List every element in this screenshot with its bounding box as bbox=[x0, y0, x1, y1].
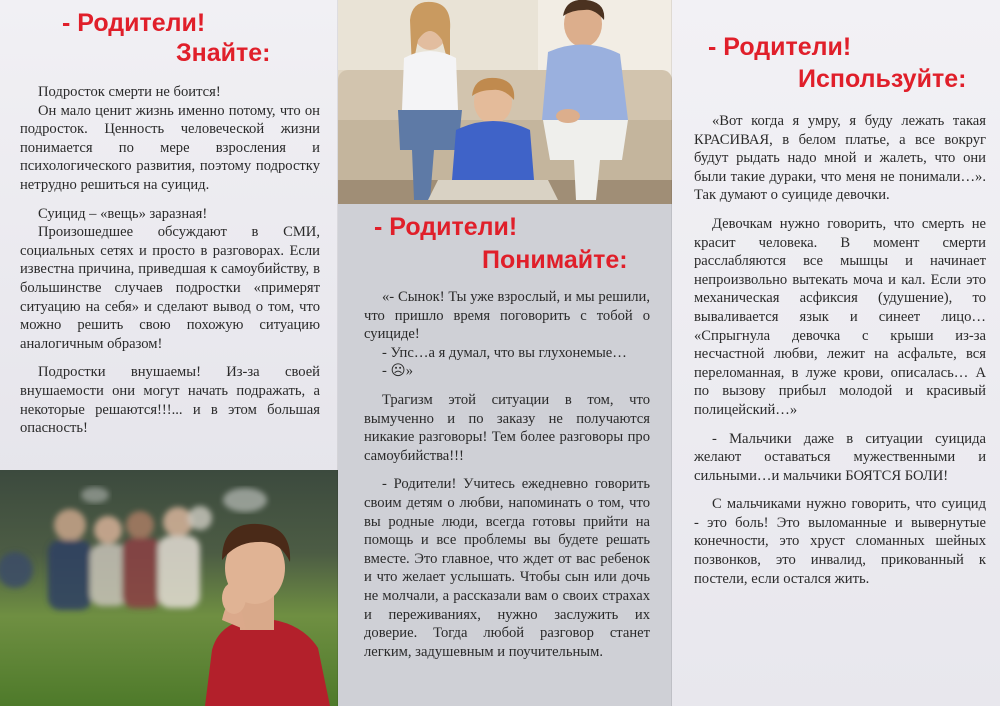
left-para-3: Суицид – «вещь» заразная! bbox=[38, 205, 208, 222]
right-heading-line1: - Родители! bbox=[708, 33, 852, 61]
right-para-3: - Мальчики даже в ситуации суицида желают оставаться мужественными и сильными…и мальчики БОЯТСЯ БОЛИ! bbox=[694, 430, 986, 484]
middle-dialogue-1: «- Сынок! Ты уже взрослый, и мы решили, что пришло время поговорить с тобой о суициде! bbox=[364, 289, 650, 343]
middle-text bbox=[364, 288, 650, 671]
left-para-4: Произошедшее обсуждают в СМИ, социальных сетях и просто в разговорах. Если известна причина, приведшая к самоубийству, в большинстве случаев подростки «примерят ситуацию на себя» и сделают вывод о том, что можно решить свою похожую ситуацию аналогичным образом! bbox=[20, 224, 320, 352]
middle-para-1: Трагизм этой ситуации в том, что вымученно и по заказу не получаются никакие разговоры! Тем более разговоры про самоубийства!!! bbox=[364, 391, 650, 464]
left-heading-line1: - Родители! bbox=[62, 9, 206, 37]
right-text bbox=[694, 112, 986, 598]
middle-heading-line2: Понимайте: bbox=[482, 246, 628, 274]
right-heading-line2: Используйте: bbox=[798, 65, 967, 93]
left-para-2: Он мало ценит жизнь именно потому, что он подросток. Ценность человеческой жизни понимается по мере взросления и психологического развития, поэтому подростку нетрудно решиться на суицид. bbox=[20, 102, 320, 193]
photo-sad-teen bbox=[0, 470, 338, 706]
right-para-2: Девочкам нужно говорить, что смерть не красит человека. В момент смерти расслабляются все мышцы и начинает непроизвольно вытекать моча и кал. Если это механическая асфиксия (удушение), то вываливается язык и синеет лицо… «Спрыгнула девочка с крыши из-за несчастной любви, лежит на асфальте, вся переломанная, в луже крови, описалась… А по вызову прибыл молодой и красивый полицейский…» bbox=[694, 215, 986, 418]
middle-heading-line1: - Родители! bbox=[374, 213, 518, 241]
left-text bbox=[20, 83, 320, 448]
right-para-4: С мальчиками нужно говорить, что суицид - это боль! Это выломанные и вывернутые конечности, это хруст сломанных шейных позвонков, это инвалид, прикованный к постели, если остался жить. bbox=[694, 496, 986, 587]
left-para-1: Подросток смерти не боится! bbox=[38, 84, 221, 100]
photo-family-sofa bbox=[338, 0, 672, 204]
middle-panel bbox=[338, 0, 672, 706]
photo-sad-teen-graphic bbox=[0, 470, 338, 706]
photo-family-sofa-graphic bbox=[338, 0, 672, 204]
left-panel bbox=[0, 0, 338, 706]
middle-dialogue-2: - Упс…а я думал, что вы глухонемые… bbox=[382, 344, 627, 361]
middle-dialogue-3: - ☹» bbox=[382, 363, 414, 380]
middle-para-2: - Родители! Учитесь ежедневно говорить своим детям о любви, напоминать о том, что вы родные люди, всегда готовы прийти на помощь и все проблемы вы будете решать вместе. Это главное, что ждет от вас ребенок и что желает услышать. Чтобы сын или дочь не молчали, а рассказали вам о своих страхах и переживаниях, нужно заслужить их доверие. Тогда любой разговор станет легким, задушевным и поучительным. bbox=[364, 476, 650, 660]
right-panel bbox=[672, 0, 1000, 706]
right-para-1: «Вот когда я умру, я буду лежать такая КРАСИВАЯ, в белом платье, а все вокруг будут рыдать надо мной и жалеть, что они были такие дураки, что меня не понимали…». Так думают о суициде девочки. bbox=[694, 113, 986, 204]
left-para-5: Подростки внушаемы! Из-за своей внушаемости они могут начать подражать, а некоторые решаются!!!... и в этом большая опасность! bbox=[20, 364, 320, 437]
left-heading-line2: Знайте: bbox=[176, 39, 271, 67]
